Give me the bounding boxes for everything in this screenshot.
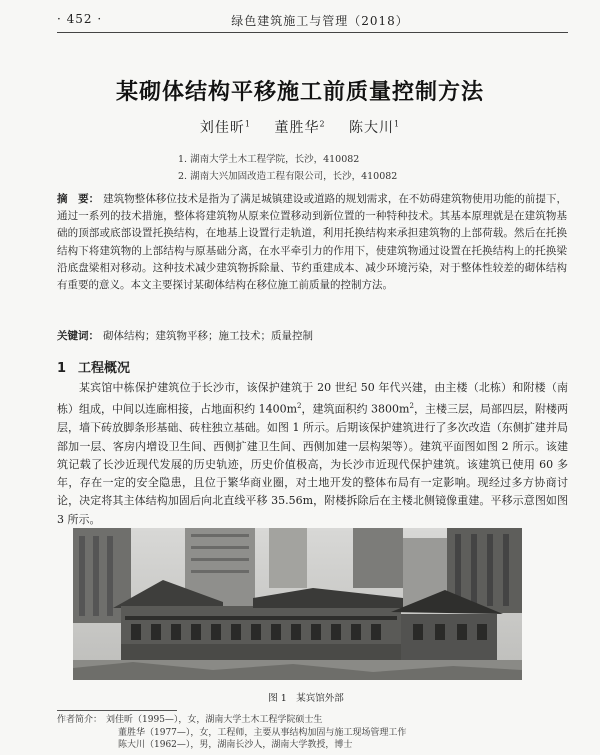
author-footnote bbox=[57, 714, 406, 752]
affiliation: 2. 湖南大兴加固改造工程有限公司，长沙，410082 bbox=[178, 171, 398, 182]
journal-title: 绿色建筑施工与管理（2018） bbox=[231, 14, 409, 28]
footnote-line: 陈大川（1962—），男，湖南长沙人，湖南大学教授，博士 bbox=[118, 740, 353, 750]
article-title: 某砌体结构平移施工前质量控制方法 bbox=[115, 80, 484, 105]
affiliation: 1. 湖南大学土木工程学院，长沙，410082 bbox=[178, 154, 360, 165]
abstract bbox=[57, 191, 567, 294]
footnote-line: 刘佳昕（1995—），女，湖南大学土木工程学院硕士生 bbox=[106, 715, 323, 725]
author: 刘佳昕$^1$ bbox=[199, 119, 251, 136]
keywords bbox=[57, 328, 567, 343]
header-divider bbox=[57, 32, 568, 33]
figure-caption: 图 1 某宾馆外部 bbox=[268, 693, 344, 704]
author-list bbox=[0, 117, 600, 137]
footnote-line: 董胜华（1977—），女，工程师，主要从事结构加固与施工现场管理工作 bbox=[118, 727, 407, 738]
abstract-text: 建筑物整体移位技术是指为了满足城镇建设或道路的规划需求，在不妨碍建筑物使用功能的前提下，通过一系列的技术措施，整体将建筑物从原来位置移动到新位置的一种特种技术。其基本原理就是在建筑物基础的顶部或底部设置托换结构，在地基上设置行走轨道，利用托换结构来承担建筑物的上部荷载。然后在托换结构下将建筑物的上部结构与原基础分离，在水平牵引力的作用下，使建筑物通过设置在托换结构上的托换梁沿底盘梁相对移动。这种技术减少建筑物拆除量、节约重建成本、减少环境污染，对于整体性较差的砌体结构有重要的意义。本文主要探讨某砌体结构在移位施工前质量的控制方法。 bbox=[57, 193, 567, 292]
page-number: · 452 · bbox=[57, 12, 103, 26]
section-number: 1 bbox=[57, 361, 67, 376]
abstract-label: 摘 要： bbox=[57, 193, 100, 205]
footnote-label: 作者简介： bbox=[57, 715, 103, 725]
section-heading bbox=[57, 357, 142, 376]
author: 陈大川$^1$ bbox=[349, 119, 401, 136]
building-photo bbox=[73, 528, 522, 680]
keywords-label: 关键词： bbox=[57, 330, 99, 342]
body-paragraph: 某宾馆中栋保护建筑位于长沙市，该保护建筑于 20 世纪 50 年代兴建，由主楼（北栋）和附楼（南栋）组成，中间以连廊相接，占地面积约 $1400m^2$，建筑面积约 $3800m^2$，主楼三层，局部四层，附楼两层，墙下砖放脚条形基础、砖柱独立基础。如图 1 所示。后期该保护建筑进行了多次改造（东侧扩建并局部加一层、客房内增设卫生间、西侧扩建卫生间、西侧加建一层构架等）。建筑平面图如图 2 所示。该建筑记载了长沙近现代发展的历史轨迹，历史价值极高，为长沙市近现代保护建筑。该建筑已使用 60 多年，存在一定的安全隐患，且位于繁华商业圈，对土地开发的整体布局有一定影响。现经过多方协商讨论，决定将其主体结构加固后向北直线平移 35.56m，附楼拆除后在主楼北侧镜像重建。平移示意图如图 3 所示。 bbox=[57, 381, 569, 526]
keywords-text: 砌体结构；建筑物平移；施工技术；质量控制 bbox=[103, 330, 313, 342]
author: 董胜华$^2$ bbox=[274, 119, 326, 136]
page-header bbox=[0, 0, 600, 36]
footnote-divider bbox=[57, 710, 177, 711]
section-title: 工程概况 bbox=[78, 361, 131, 376]
